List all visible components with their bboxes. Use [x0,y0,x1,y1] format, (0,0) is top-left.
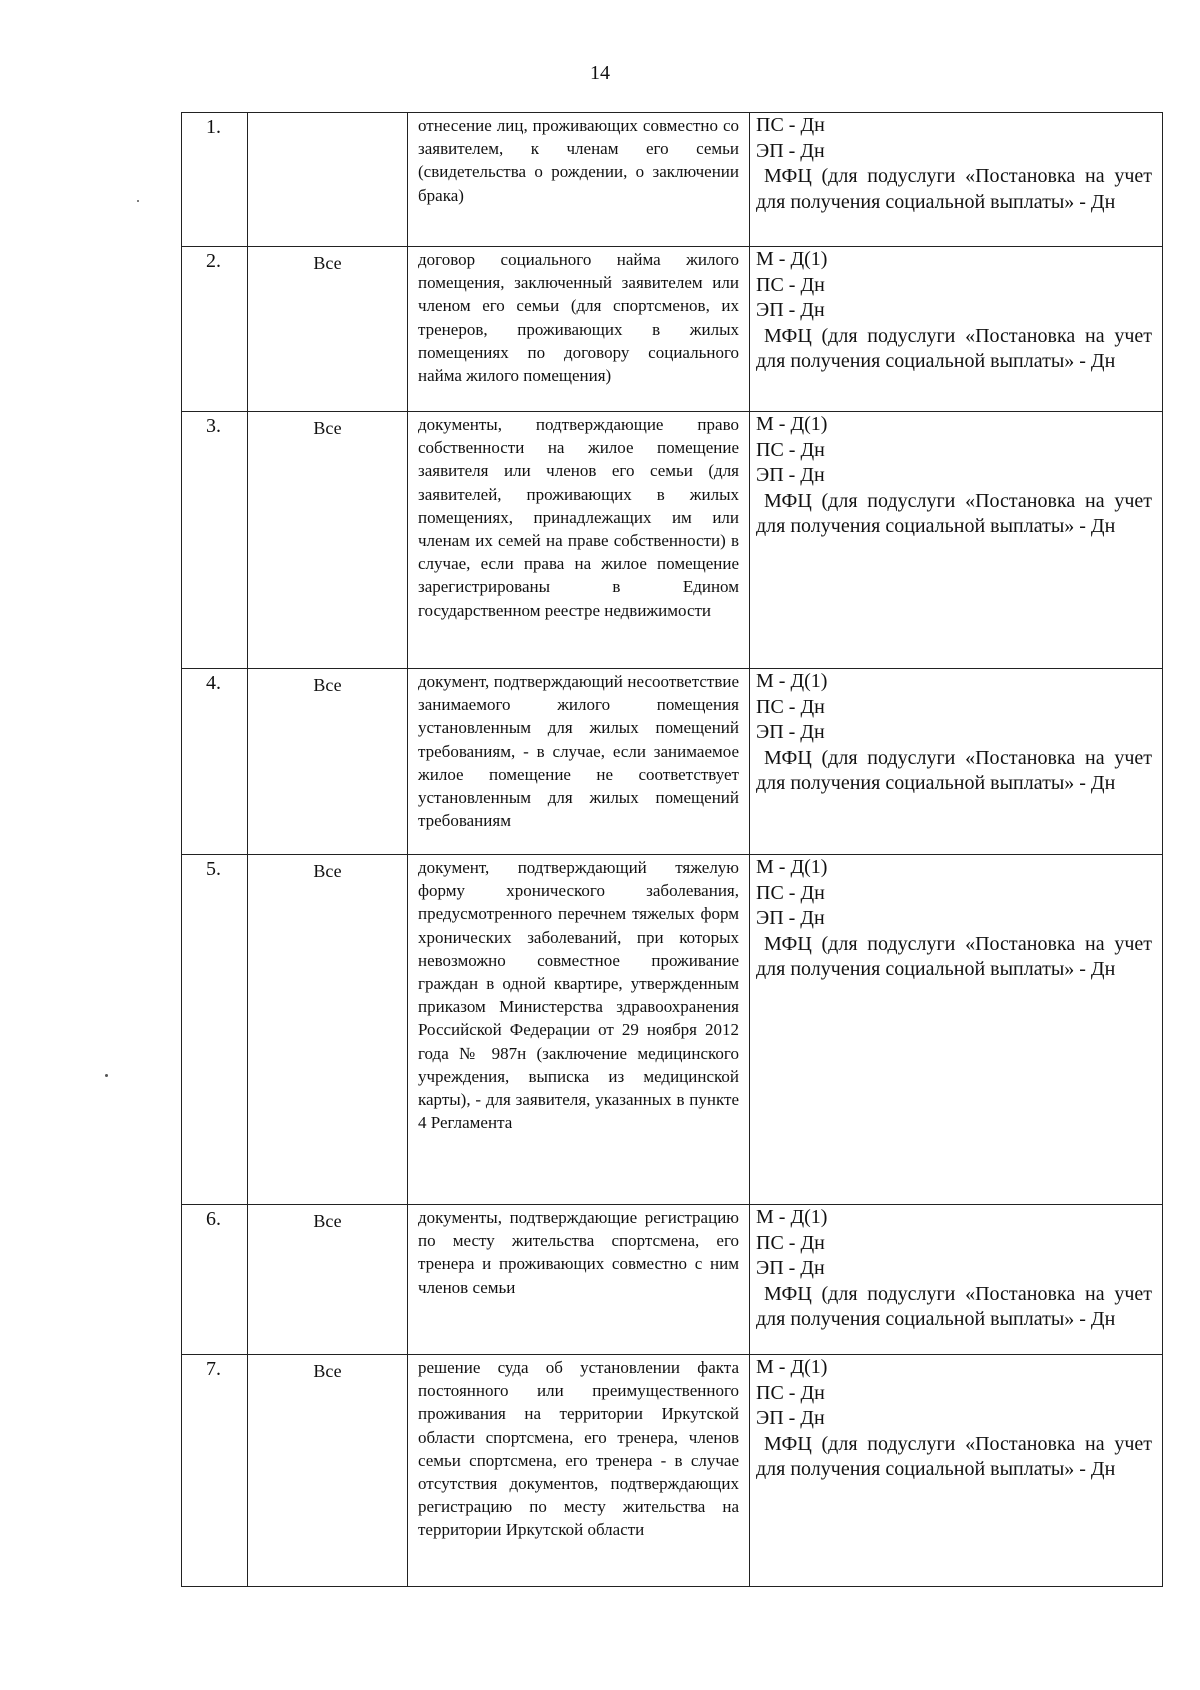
row-number: 3. [182,412,248,669]
applicant-category: Все [248,412,408,669]
row-number: 4. [182,669,248,855]
applicant-category: Все [248,669,408,855]
method-line: ЭП - Дн [756,721,825,744]
table-row [182,1205,1163,1355]
applicant-category: Все [248,1205,408,1355]
method-line: МФЦ (для подуслуги «Постановка на учет для получения социальной выплаты» - Дн [756,1282,1152,1331]
submission-methods [750,1205,1163,1355]
table-row [182,247,1163,412]
document-description: документы, подтверждающие право собственности на жилое помещение заявителя или членов его семьи (для заявителей, проживающих в жилых помещениях, принадлежащих им или членам их семей на праве собственности) в случае, если права на жилое помещение зарегистрированы в Едином государственном реестре недвижимости [408,412,750,669]
table-row [182,669,1163,855]
method-line: М - Д(1) [756,856,828,878]
page-number: 14 [590,62,610,84]
submission-methods [750,1355,1163,1587]
method-line: МФЦ (для подуслуги «Постановка на учет для получения социальной выплаты» - Дн [756,324,1152,373]
method-line: ПС - Дн [756,114,825,136]
document-description: отнесение лиц, проживающих совместно со заявителем, к членам его семьи (свидетельства о рождении, о заключении брака) [408,113,750,247]
row-number: 7. [182,1355,248,1587]
method-line: ЭП - Дн [756,907,825,930]
method-line: М - Д(1) [756,248,828,270]
submission-methods [750,855,1163,1205]
method-line: МФЦ (для подуслуги «Постановка на учет для получения социальной выплаты» - Дн [756,1432,1152,1481]
method-line: МФЦ (для подуслуги «Постановка на учет для получения социальной выплаты» - Дн [756,932,1152,981]
row-number: 1. [182,113,248,247]
method-line: ПС - Дн [756,1381,825,1404]
applicant-category: Все [248,1355,408,1587]
method-line: МФЦ (для подуслуги «Постановка на учет для получения социальной выплаты» - Дн [756,746,1152,795]
method-line: ЭП - Дн [756,299,825,322]
method-line: МФЦ (для подуслуги «Постановка на учет для получения социальной выплаты» - Дн [756,489,1152,538]
submission-methods [750,669,1163,855]
method-line: ЭП - Дн [756,1407,825,1430]
document-description: документ, подтверждающий тяжелую форму хронического заболевания, предусмотренного перечнем тяжелых форм хронических заболеваний, при которых невозможно совместное проживание граждан в одной квартире, утвержденным приказом Министерства здравоохранения Российской Федерации от 29 ноября 2012 года № 987н (заключение медицинского учреждения, выписка из медицинской карты), - для заявителя, указанных в пункте 4 Регламента [408,855,750,1205]
row-number: 5. [182,855,248,1205]
method-line: М - Д(1) [756,1356,828,1378]
document-description: документы, подтверждающие регистрацию по месту жительства спортсмена, его тренера и проживающих совместно с ним членов семьи [408,1205,750,1355]
row-number: 2. [182,247,248,412]
submission-methods [750,412,1163,669]
method-line: М - Д(1) [756,670,828,692]
submission-methods [750,113,1163,247]
method-line: М - Д(1) [756,1206,828,1228]
scan-speck [105,1074,108,1077]
submission-methods [750,247,1163,412]
method-line: ПС - Дн [756,695,825,718]
method-line: ПС - Дн [756,881,825,904]
documents-table [181,112,1163,1587]
table-row [182,855,1163,1205]
applicant-category: Все [248,855,408,1205]
applicant-category [248,113,408,247]
applicant-category: Все [248,247,408,412]
row-number: 6. [182,1205,248,1355]
method-line: ЭП - Дн [756,1257,825,1280]
method-line: ЭП - Дн [756,139,825,162]
method-line: ПС - Дн [756,273,825,296]
document-description: договор социального найма жилого помещения, заключенный заявителем или членом его семьи (для спортсменов, их тренеров, проживающих в жилых помещениях по договору социального найма жилого помещения) [408,247,750,412]
document-description: документ, подтверждающий несоответствие занимаемого жилого помещения установленным для жилых помещений требованиям, - в случае, если занимаемое жилое помещение не соответствует установленным для жилых помещений требованиям [408,669,750,855]
method-line: ПС - Дн [756,438,825,461]
method-line: М - Д(1) [756,413,828,435]
method-line: ПС - Дн [756,1231,825,1254]
table-row [182,412,1163,669]
table-row [182,1355,1163,1587]
method-line: МФЦ (для подуслуги «Постановка на учет для получения социальной выплаты» - Дн [756,165,1152,213]
table-row [182,113,1163,247]
method-line: ЭП - Дн [756,464,825,487]
document-description: решение суда об установлении факта постоянного или преимущественного проживания на территории Иркутской области спортсмена, его тренера, членов семьи спортсмена, его тренера - в случае отсутствия документов, подтверждающих регистрацию по месту жительства на территории Иркутской области [408,1355,750,1587]
scan-speck [137,200,139,202]
